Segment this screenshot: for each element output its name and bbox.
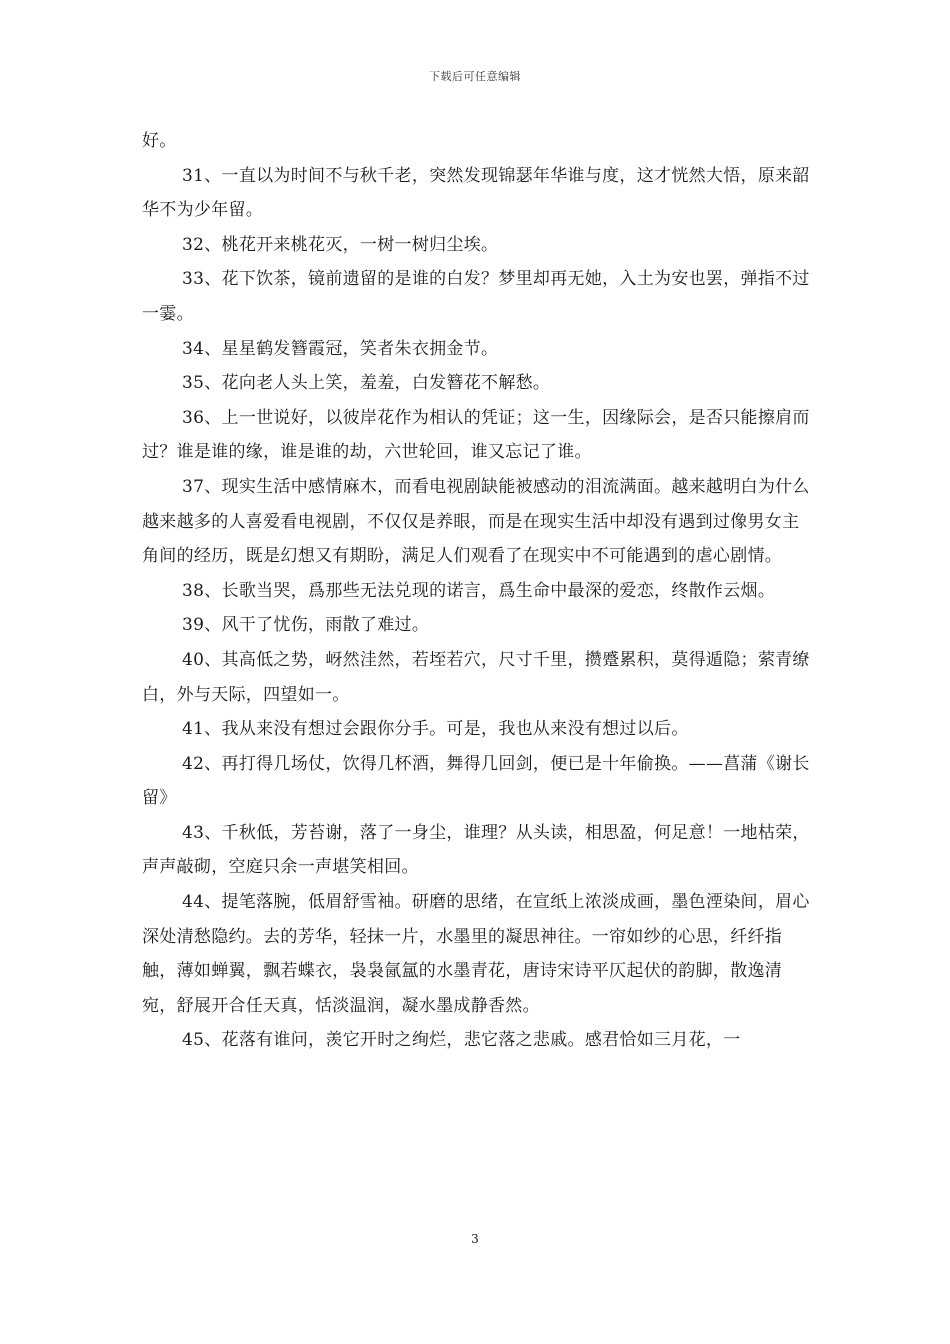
page-number: 3 (471, 1232, 479, 1246)
paragraph: 38、长歌当哭，爲那些无法兑现的诺言，爲生命中最深的爱恋，终散作云烟。 (182, 580, 776, 601)
paragraph: 42、再打得几场仗，饮得几杯酒，舞得几回剑，便已是十年偷换。——菖蒲《谢长留》 (142, 753, 810, 809)
paragraph: 43、千秋低，芳苔谢，落了一身尘，谁理？从头读，相思盈，何足意！一地枯荣，声声敲砌，空庭只余一声堪笑相回。 (142, 822, 810, 878)
paragraph: 好。 (142, 131, 177, 151)
paragraph: 39、风干了忧伤，雨散了难过。 (182, 615, 430, 636)
paragraph: 44、提笔落腕，低眉舒雪袖。研磨的思绪，在宣纸上浓淡成画，墨色湮染间，眉心深处清愁隐约。去的芳华，轻抹一片，水墨里的凝思神往。一帘如纱的心思，纤纤指触，薄如蝉翼，飘若蝶衣，袅袅氤氲的水墨青花，唐诗宋诗平仄起伏的韵脚，散逸清宛，舒展开合任天真，恬淡温润，凝水墨成静香然。 (142, 892, 810, 1016)
paragraph: 33、花下饮茶，镜前遗留的是谁的白发？梦里却再无她，入土为安也罢，弹指不过一霎。 (142, 269, 810, 324)
paragraph: 41、我从来没有想过会跟你分手。可是，我也从来没有想过以后。 (182, 719, 689, 740)
paragraph: 40、其高低之势，岈然洼然，若垤若穴，尺寸千里，攒蹙累积，莫得遁隐；萦青缭白，外与天际，四望如一。 (142, 649, 810, 705)
page-header: 下载后可任意编辑 (429, 70, 521, 83)
paragraph: 35、花向老人头上笑，羞羞，白发簪花不解愁。 (182, 373, 551, 394)
paragraph: 37、现实生活中感情麻木，而看电视剧缺能被感动的泪流满面。越来越明白为什么越来越多的人喜爱看电视剧，不仅仅是养眼，而是在现实生活中却没有遇到过像男女主角间的经历，既是幻想又有期盼，满足人们观看了在现实中不可能遇到的虐心剧情。 (142, 476, 810, 567)
paragraph: 45、花落有谁问，羡它开时之绚烂，悲它落之悲戚。感君恰如三月花，一 (182, 1030, 741, 1051)
paragraph: 32、桃花开来桃花灭，一树一树归尘埃。 (182, 234, 499, 255)
document-body (142, 124, 812, 1058)
paragraph: 31、一直以为时间不与秋千老，突然发现锦瑟年华谁与度，这才恍然大悟，原来韶华不为少年留。 (142, 165, 810, 221)
paragraph: 36、上一世说好，以彼岸花作为相认的凭证；这一生，因缘际会，是否只能擦肩而过？谁是谁的缘，谁是谁的劫，六世轮回，谁又忘记了谁。 (142, 407, 810, 463)
paragraph: 34、星星鹤发簪霞冠，笑者朱衣拥金节。 (182, 338, 499, 359)
